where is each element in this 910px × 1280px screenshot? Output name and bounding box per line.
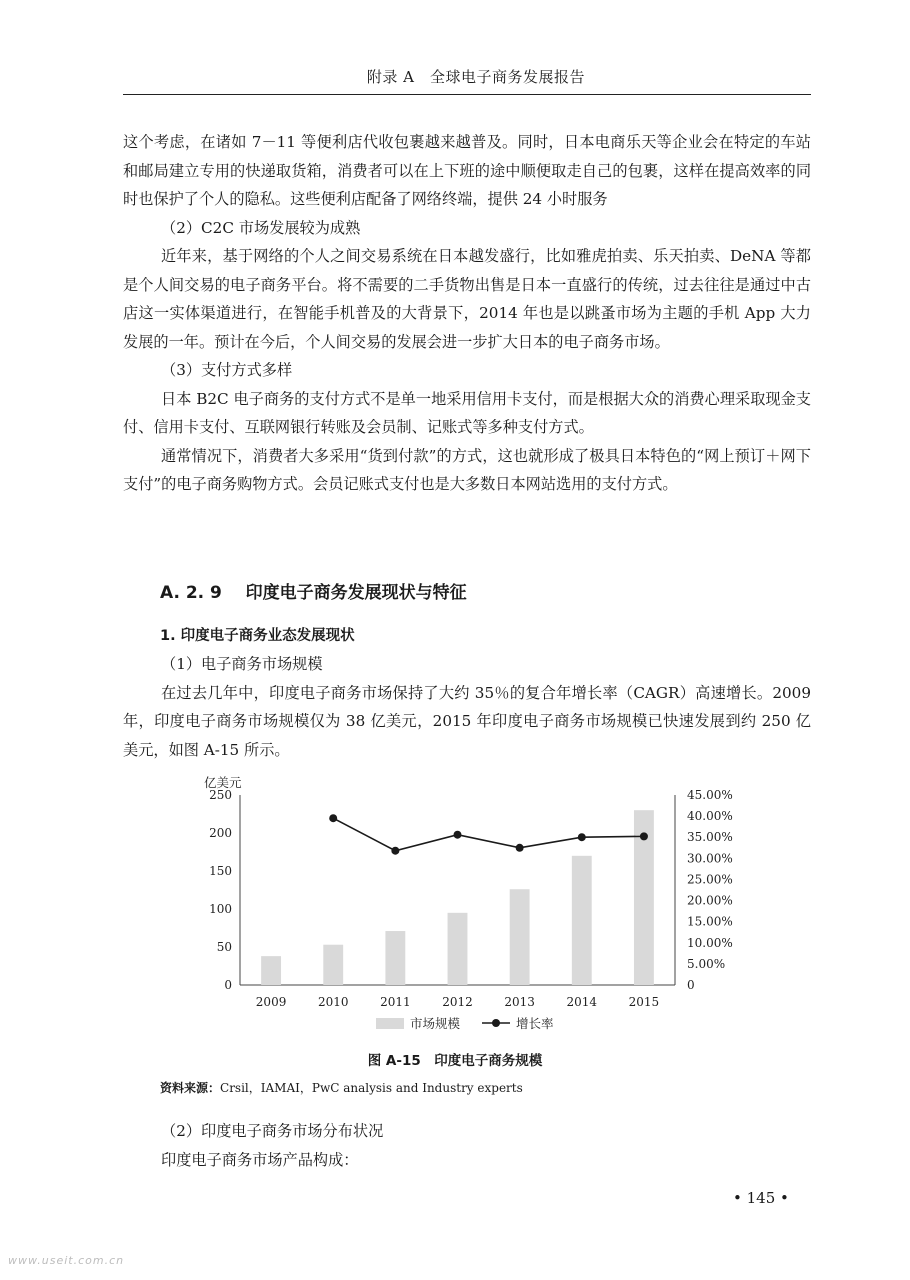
- y2-tick-label: 45.00%: [687, 788, 733, 802]
- bar: [385, 931, 405, 985]
- y-tick-label: 0: [224, 978, 232, 992]
- source-text: Crsil，IAMAI，PwC analysis and Industry experts: [220, 1081, 523, 1095]
- body-bottom: [123, 1117, 811, 1174]
- growth-rate-point: [391, 847, 399, 855]
- growth-rate-point: [640, 832, 648, 840]
- paragraph-india: 在过去几年中，印度电子商务市场保持了大约 35％的复合年增长率（CAGR）高速增长。2009 年，印度电子商务市场规模仅为 38 亿美元，2015 年印度电子商务市场规模已快速发展到约 250 亿美元，如图 A-15 所示。: [123, 683, 811, 759]
- section-number: A. 2. 9: [160, 583, 222, 603]
- bar: [323, 945, 343, 985]
- paragraph-c2c: 近年来，基于网络的个人之间交易系统在日本越发盛行，比如雅虎拍卖、乐天拍卖、DeNA 等都是个人间交易的电子商务平台。将不需要的二手货物出售是日本一直盛行的传统，过去往往是通过中古店这一实体渠道进行，在智能手机普及的大背景下，2014 年也是以跳蚤市场为主题的手机 App 大力发展的一年。预计在今后，个人间交易的发展会进一步扩大日本的电子商务市场。: [123, 247, 811, 351]
- source-note: [160, 1079, 523, 1096]
- legend-label-growth: 增长率: [516, 1016, 554, 1031]
- bar: [448, 913, 468, 985]
- growth-rate-point: [578, 833, 586, 841]
- y2-tick-label: 35.00%: [687, 830, 733, 845]
- y2-tick-label: 40.00%: [687, 809, 733, 824]
- y-tick-label: 250: [209, 788, 232, 802]
- body-india: [123, 650, 811, 764]
- item-payment-title: （3）支付方式多样: [161, 361, 293, 379]
- bar: [572, 856, 592, 985]
- page-header: [123, 58, 811, 95]
- y2-tick-label: 15.00%: [687, 914, 733, 929]
- item-c2c-title: （2）C2C 市场发展较为成熟: [161, 218, 361, 237]
- legend-label-bars: 市场规模: [410, 1016, 461, 1031]
- growth-rate-line: [333, 818, 644, 851]
- y-tick-label: 150: [209, 864, 232, 878]
- body-top: [123, 128, 811, 499]
- x-tick-label: 2014: [566, 995, 598, 1009]
- x-tick-label: 2012: [442, 995, 473, 1009]
- chart-svg: [170, 770, 750, 1040]
- bar: [510, 889, 530, 985]
- y2-tick-label: 20.00%: [687, 893, 733, 908]
- growth-rate-point: [329, 814, 337, 822]
- section-title: 印度电子商务发展现状与特征: [245, 583, 467, 603]
- y2-tick-label: 30.00%: [687, 851, 733, 866]
- x-tick-label: 2013: [504, 995, 535, 1009]
- legend-marker-growth: [492, 1019, 500, 1027]
- x-tick-label: 2010: [317, 995, 349, 1009]
- y-axis-label: 亿美元: [204, 775, 242, 790]
- bar: [261, 956, 281, 985]
- ecommerce-chart: [170, 770, 750, 1040]
- x-tick-label: 2011: [380, 995, 411, 1009]
- paragraph-top: 这个考虑，在诸如 7－11 等便利店代收包裹越来越普及。同时，日本电商乐天等企业会在特定的车站和邮局建立专用的快递取货箱，消费者可以在上下班的途中顺便取走自己的包裹，这样在提高效率的同时也保护了个人的隐私。这些便利店配备了网络终端，提供 24 小时服务: [123, 133, 811, 208]
- paragraph-last: 印度电子商务市场产品构成：: [161, 1150, 359, 1169]
- y-tick-label: 200: [209, 826, 232, 840]
- subsection-heading: 1. 印度电子商务业态发展现状: [160, 628, 355, 644]
- x-tick-label: 2009: [255, 995, 287, 1009]
- source-label: 资料来源：: [160, 1081, 221, 1095]
- y2-tick-label: 5.00%: [687, 956, 726, 971]
- paragraph-payment-1: 日本 B2C 电子商务的支付方式不是单一地采用信用卡支付，而是根据大众的消费心理采取现金支付、信用卡支付、互联网银行转账及会员制、记账式等多种支付方式。: [123, 389, 811, 436]
- paragraph-payment-2: 通常情况下，消费者大多采用“货到付款”的方式，这也就形成了极具日本特色的“网上预订＋网下支付”的电子商务购物方式。会员记账式支付也是大多数日本网站选用的支付方式。: [123, 446, 811, 493]
- y2-tick-label: 10.00%: [687, 935, 733, 950]
- y-tick-label: 100: [209, 902, 232, 916]
- growth-rate-point: [454, 831, 462, 839]
- section-heading: [160, 578, 467, 603]
- item-market-size-title: （1）电子商务市场规模: [161, 655, 323, 673]
- x-tick-label: 2015: [628, 995, 660, 1009]
- figure-caption: 图 A-15 印度电子商务规模: [367, 1053, 543, 1069]
- growth-rate-point: [516, 844, 524, 852]
- item-distribution-title: （2）印度电子商务市场分布状况: [161, 1122, 384, 1140]
- watermark: www.useit.com.cn: [8, 1254, 125, 1267]
- page-number: • 145 •: [733, 1189, 789, 1207]
- running-head: 附录 A 全球电子商务发展报告: [366, 68, 585, 86]
- y2-tick-label: 25.00%: [687, 872, 733, 887]
- legend-swatch-bars: [376, 1018, 404, 1029]
- y-tick-label: 50: [216, 940, 232, 954]
- y2-tick-label: 0: [687, 978, 695, 992]
